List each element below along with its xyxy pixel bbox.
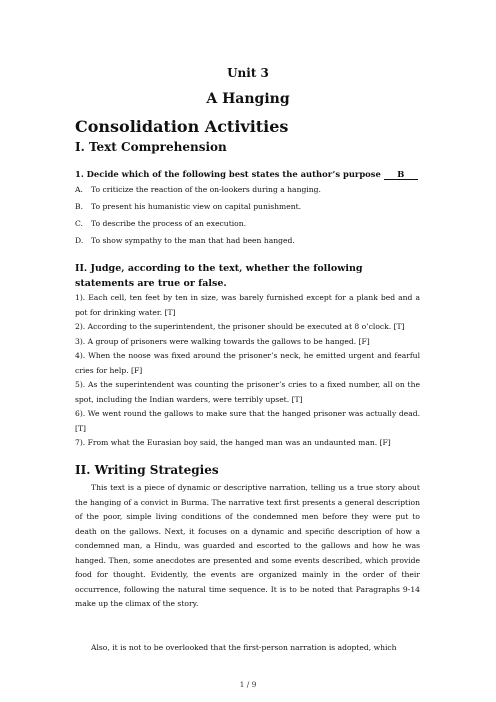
option-d: D. To show sympathy to the man that had been hanged. — [75, 236, 295, 245]
paragraph-1: This text is a piece of dynamic or descriptive narration, telling us a true story about the hanging of a convict in Burma. The narrative text first presents a general description of the poor, simple living conditions of the condemned men before they were put to death on the gallows. Next, it focuses on a dynamic and specific description of how a condemned man, a Hindu, was guarded and escorted to the gallows and how he was hanged. Then, some anecdotes are presented and some events described, which provide food for thought. Evidently, the events are organized mainly in the order of their occurrence, following the natural time sequence. It is to be noted that Paragraphs 9-14 make up the climax of the story. — [75, 483, 420, 608]
statement-3: 3). A group of prisoners were walking towards the gallows to be hanged. [F] — [75, 337, 370, 346]
statement-2: 2). According to the superintendent, the prisoner should be executed at 8 o’clock. [T] — [75, 322, 405, 331]
question-1-text: 1. Decide which of the following best states the author’s purpose — [75, 169, 381, 179]
page-number: 1 / 9 — [239, 680, 257, 689]
section-text-comprehension: I. Text Comprehension — [75, 140, 227, 154]
option-b: B. To present his humanistic view on capital punishment. — [75, 202, 302, 211]
section-writing-strategies: II. Writing Strategies — [75, 463, 219, 477]
option-c: C. To describe the process of an execution. — [75, 219, 247, 228]
question-1 — [75, 169, 418, 180]
unit-label: Unit 3 — [227, 66, 269, 80]
statement-4: 4). When the noose was fixed around the prisoner’s neck, he emitted urgent and fearful cries for help. [F] — [75, 351, 420, 375]
section-true-false: II. Judge, according to the text, whether the following statements are true or false. — [75, 263, 363, 289]
statement-5: 5). As the superintendent was counting the prisoner’s cries to a fixed number, all on the spot, including the Indian warders, were terribly upset. [T] — [75, 380, 420, 404]
statement-1: 1). Each cell, ten feet by ten in size, was barely furnished except for a plank bed and a pot for drinking water. [T] — [75, 293, 420, 317]
section-heading: Consolidation Activities — [75, 117, 289, 136]
page-title: A Hanging — [206, 91, 290, 107]
statement-6: 6). We went round the gallows to make sure that the hanged prisoner was actually dead. [T] — [75, 409, 420, 433]
option-a: A. To criticize the reaction of the on-lookers during a hanging. — [75, 185, 321, 194]
statement-7: 7). From what the Eurasian boy said, the hanged man was an undaunted man. [F] — [75, 438, 391, 447]
question-1-answer: B — [384, 169, 418, 180]
paragraph-2: Also, it is not to be overlooked that the first-person narration is adopted, which — [91, 643, 397, 652]
